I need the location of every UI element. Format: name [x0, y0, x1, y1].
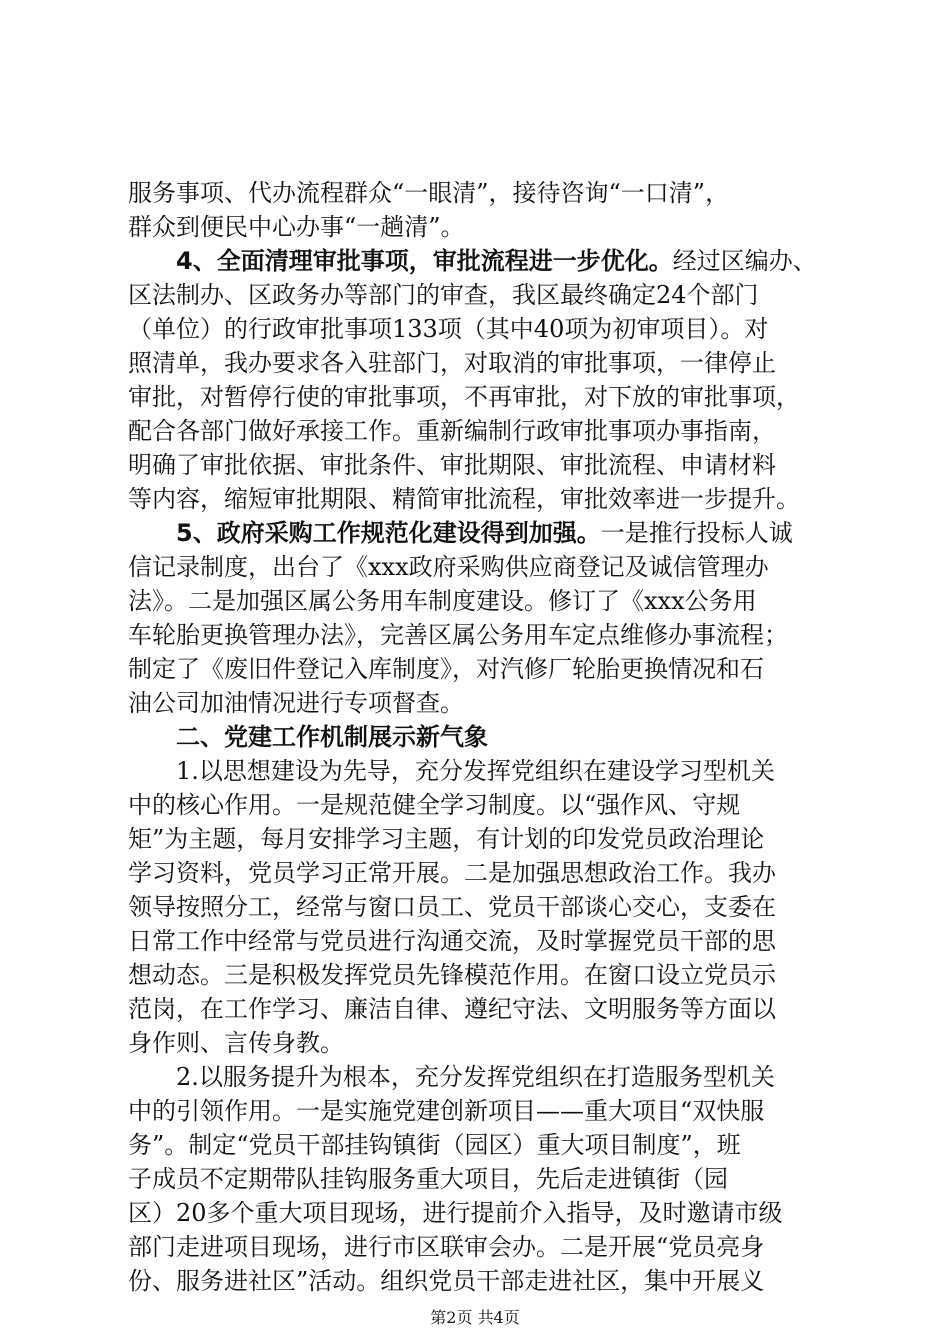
body-line: 审批，对暂停行使的审批事项，不再审批，对下放的审批事项，: [128, 383, 800, 411]
body-line: 1.以思想建设为先导，充分发挥党组织在建设学习型机关: [176, 757, 775, 785]
body-line: 务”。制定“党员干部挂钩镇街（园区）重大项目制度”，班: [128, 1131, 741, 1159]
body-line: 日常工作中经常与党员进行沟通交流，及时掌握党员干部的思: [128, 927, 776, 955]
page-footer: 第2页 共4页: [430, 1308, 520, 1327]
item-text: 经过区编办、: [672, 247, 817, 275]
body-line: 群众到便民中心办事“一趟清”。: [128, 213, 465, 241]
body-line: 等内容，缩短审批期限、精简审批流程，审批效率进一步提升。: [128, 485, 800, 513]
body-line: 信记录制度，出台了《xxx政府采购供应商登记及诚信管理办: [128, 553, 769, 581]
body-line: 油公司加油情况进行专项督查。: [128, 689, 464, 717]
body-line: 法》。二是加强区属公务用车制度建设。修订了《xxx公务用: [128, 587, 757, 615]
body-line: （单位）的行政审批事项133项（其中40项为初审项目）。对: [128, 315, 769, 343]
body-line: 学习资料，党员学习正常开展。二是加强思想政治工作。我办: [128, 859, 776, 887]
body-line: 区）20多个重大项目现场，进行提前介入指导，及时邀请市级: [128, 1199, 783, 1227]
item-text: 一是推行投标人诚: [600, 519, 793, 547]
body-line: 中的引领作用。一是实施党建创新项目——重大项目“双快服: [128, 1097, 765, 1125]
body-line: [176, 246, 817, 276]
section-heading: [176, 722, 488, 752]
body-line: 服务事项、代办流程群众“一眼清”，接待咨询“一口清”，: [128, 179, 730, 207]
body-line: 区法制办、区政务办等部门的审查，我区最终确定24个部门: [128, 281, 759, 309]
body-line: 制定了《废旧件登记入库制度》，对汽修厂轮胎更换情况和石: [128, 655, 764, 683]
body-line: 照清单，我办要求各入驻部门，对取消的审批事项，一律停止: [128, 349, 776, 377]
body-line: 份、服务进社区”活动。组织党员干部走进社区，集中开展义: [128, 1267, 765, 1295]
item-heading-4: 4、全面清理审批事项，审批流程进一步优化。: [176, 247, 673, 275]
body-line: 子成员不定期带队挂钩服务重大项目，先后走进镇街（园: [128, 1165, 728, 1193]
section-heading-text: 二、党建工作机制展示新气象: [176, 723, 488, 751]
body-line: 想动态。三是积极发挥党员先锋模范作用。在窗口设立党员示: [128, 961, 776, 989]
item-heading-5: 5、政府采购工作规范化建设得到加强。: [176, 519, 601, 547]
body-line: 范岗，在工作学习、廉洁自律、遵纪守法、文明服务等方面以: [128, 995, 776, 1023]
body-line: 部门走进项目现场，进行市区联审会办。二是开展“党员亮身: [128, 1233, 765, 1261]
body-line: 领导按照分工，经常与窗口员工、党员干部谈心交心，支委在: [128, 893, 776, 921]
body-line: [176, 518, 793, 548]
body-line: 配合各部门做好承接工作。重新编制行政审批事项办事指南，: [128, 417, 776, 445]
body-line: 2.以服务提升为根本，充分发挥党组织在打造服务型机关: [176, 1063, 775, 1091]
body-line: 身作则、言传身教。: [128, 1029, 344, 1057]
body-line: 矩”为主题，每月安排学习主题，有计划的印发党员政治理论: [128, 825, 765, 853]
body-line: 车轮胎更换管理办法》，完善区属公务用车定点维修办事流程；: [128, 621, 788, 649]
body-line: 中的核心作用。一是规范健全学习制度。以“强作风、守规: [128, 791, 741, 819]
body-line: 明确了审批依据、审批条件、审批期限、审批流程、申请材料: [128, 451, 776, 479]
